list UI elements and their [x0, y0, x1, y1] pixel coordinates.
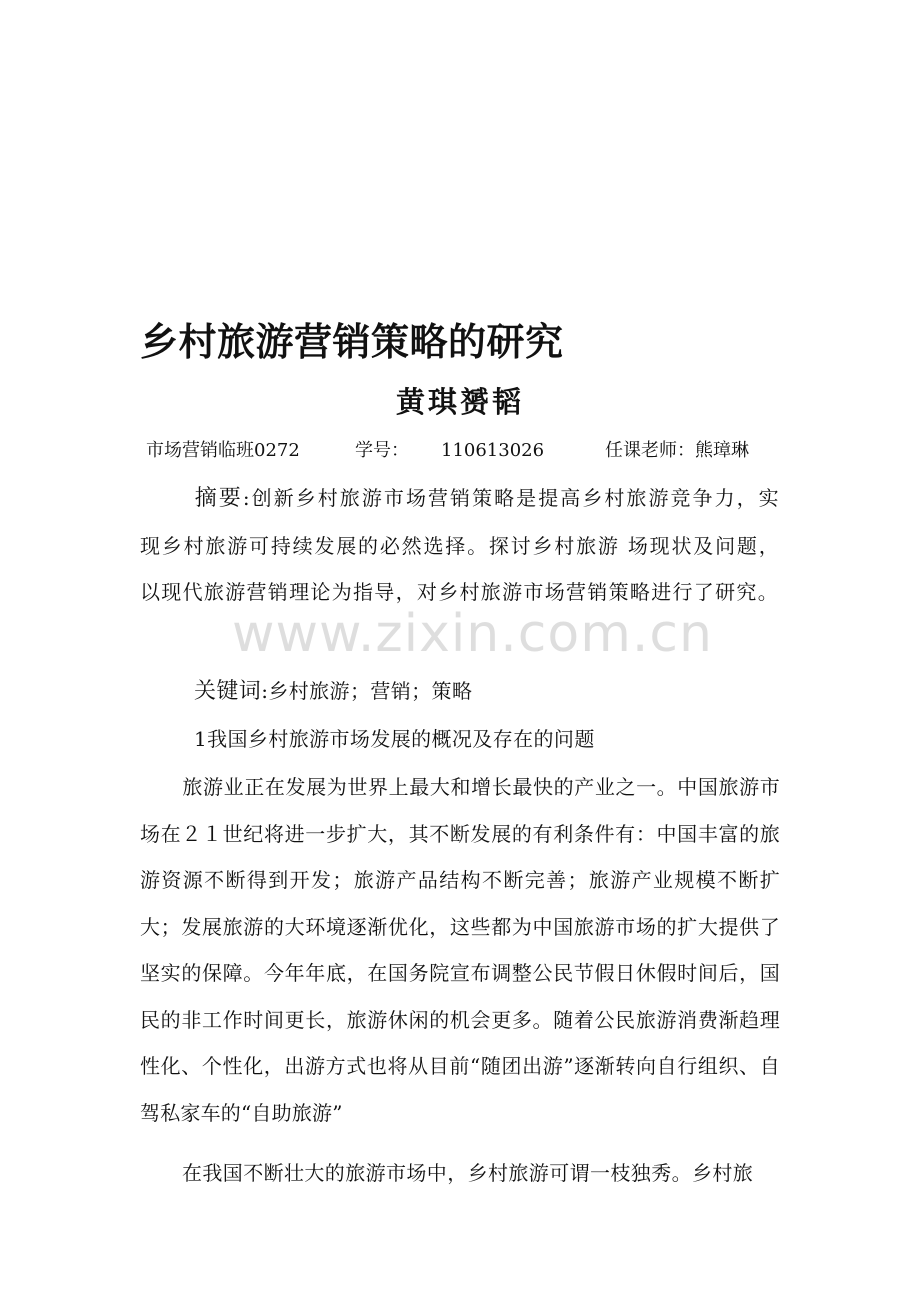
keywords-text: :乡村旅游；营销；策略: [261, 679, 473, 703]
section-heading-text: 1我国乡村旅游市场发展的概况及存在的问题: [194, 727, 595, 751]
author-name: 黄琪赟韬: [395, 385, 524, 419]
teacher-name: 任课老师：熊璋琳: [605, 440, 749, 461]
keywords-paragraph: [140, 668, 780, 716]
document-title: 乡村旅游营销策略的研究: [140, 320, 564, 364]
body-paragraph: [140, 764, 780, 1136]
body-paragraph-text: 旅游业正在发展为世界上最大和增长最快的产业之一。中国旅游市场在２１世纪将进一步扩大，其不断发展的有利条件有：中国丰富的旅游资源不断得到开发；旅游产品结构不断完善；旅游产业规模不断扩大；发展旅游的大环境逐渐优化，这些都为中国旅游市场的扩大提供了坚实的保障。今年年底，在国务院宣布调整公民节假日休假时间后，国民的非工作时间更长，旅游休闲的机会更多。随着公民旅游消费渐趋理性化、个性化，出游方式也将从目前“随团出游”逐渐转向自行组织、自驾私家车的“自助旅游”: [140, 775, 780, 1125]
section-heading: [140, 716, 780, 763]
watermark: www.zixin.com.cn: [232, 604, 713, 664]
student-id-label: 学号：: [355, 440, 409, 461]
abstract-label: 摘要: [194, 486, 243, 511]
student-id: 110613026: [441, 440, 545, 461]
abstract-paragraph: [140, 475, 780, 616]
author-info-line: [0, 436, 920, 466]
class-name: 市场营销临班0272: [146, 440, 300, 461]
body-paragraph: [140, 1150, 780, 1197]
keywords-label: 关键词: [194, 679, 262, 704]
body-paragraph-text: 在我国不断壮大的旅游市场中，乡村旅游可谓一枝独秀。乡村旅: [182, 1161, 754, 1185]
abstract-text: :创新乡村旅游市场营销策略是提高乡村旅游竞争力，实现乡村旅游可持续发展的必然选择。探讨乡村旅游 场现状及问题，以现代旅游营销理论为指导，对乡村旅游市场营销策略进行了研究。: [140, 486, 780, 604]
